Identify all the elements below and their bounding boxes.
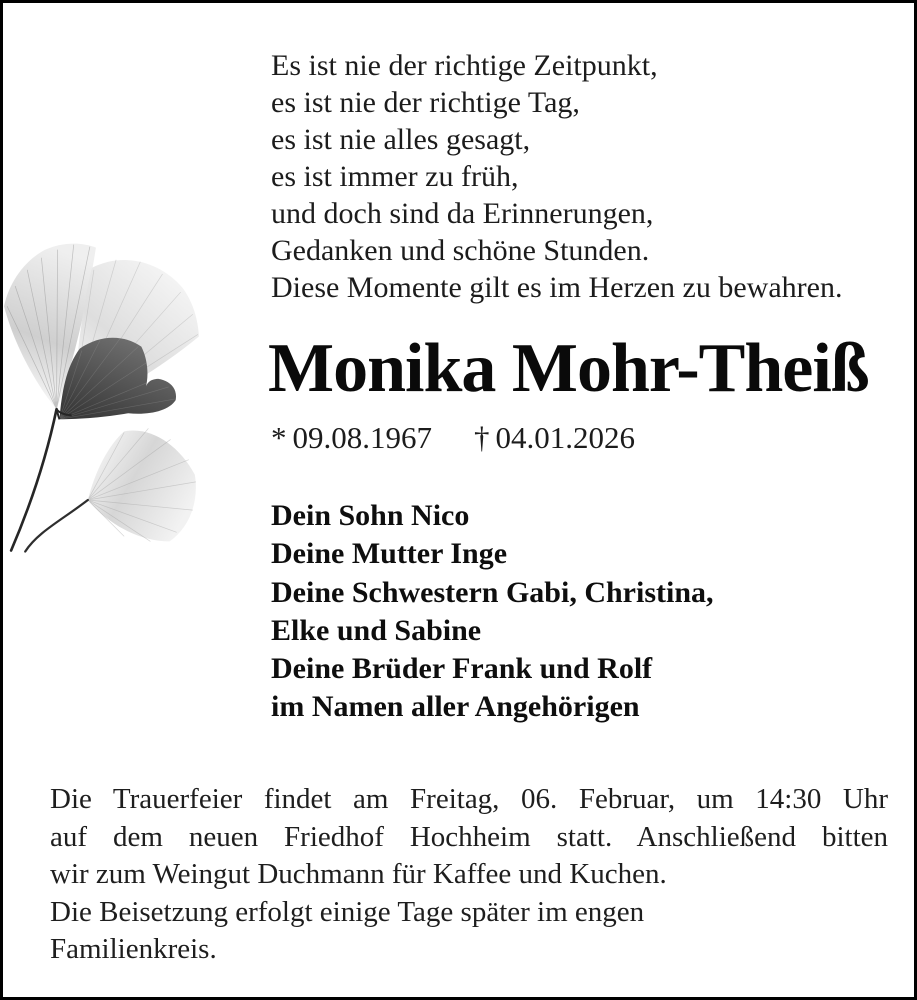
birth-date xyxy=(271,420,432,455)
poem-line: Gedanken und schöne Stunden. xyxy=(271,234,650,267)
mourner-line: Elke und Sabine xyxy=(271,613,482,647)
ginkgo-leaves-illustration xyxy=(0,229,211,553)
poem-line: Es ist nie der richtige Zeitpunkt, xyxy=(271,49,658,82)
mourner-line: Deine Brüder Frank und Rolf xyxy=(271,652,653,686)
death-date xyxy=(474,420,635,455)
mourner-line: im Namen aller Angehörigen xyxy=(271,690,640,724)
funeral-line: Die Trauerfeier findet am Freitag, 06. Februar, um 14:30 Uhr xyxy=(50,783,888,815)
funeral-line: Die Beisetzung erfolgt einige Tage später im engen xyxy=(50,895,645,928)
died-cross-symbol: † xyxy=(474,420,490,455)
poem-line: es ist immer zu früh, xyxy=(271,160,519,193)
mourners-list xyxy=(271,497,714,727)
poem-line: Diese Momente gilt es im Herzen zu bewahren. xyxy=(271,271,843,304)
born-symbol: * xyxy=(271,420,287,455)
deceased-name: Monika Mohr-Theiß xyxy=(268,330,869,407)
birth-date-value: 09.08.1967 xyxy=(292,420,432,455)
funeral-line: wir zum Weingut Duchmann für Kaffee und Kuchen. xyxy=(50,858,667,891)
mourner-line: Dein Sohn Nico xyxy=(271,499,470,532)
memorial-poem xyxy=(271,47,842,306)
mourner-line: Deine Mutter Inge xyxy=(271,537,508,571)
funeral-line: Familienkreis. xyxy=(50,933,217,966)
funeral-line: auf dem neuen Friedhof Hochheim statt. Anschließend bitten xyxy=(50,820,888,853)
death-date-value: 04.01.2026 xyxy=(495,420,635,455)
mourner-line: Deine Schwestern Gabi, Christina, xyxy=(271,575,714,609)
poem-line: und doch sind da Erinnerungen, xyxy=(271,197,654,230)
funeral-information xyxy=(50,781,888,969)
poem-line: es ist nie alles gesagt, xyxy=(271,123,531,156)
poem-line: es ist nie der richtige Tag, xyxy=(271,86,580,119)
life-dates xyxy=(271,419,635,457)
